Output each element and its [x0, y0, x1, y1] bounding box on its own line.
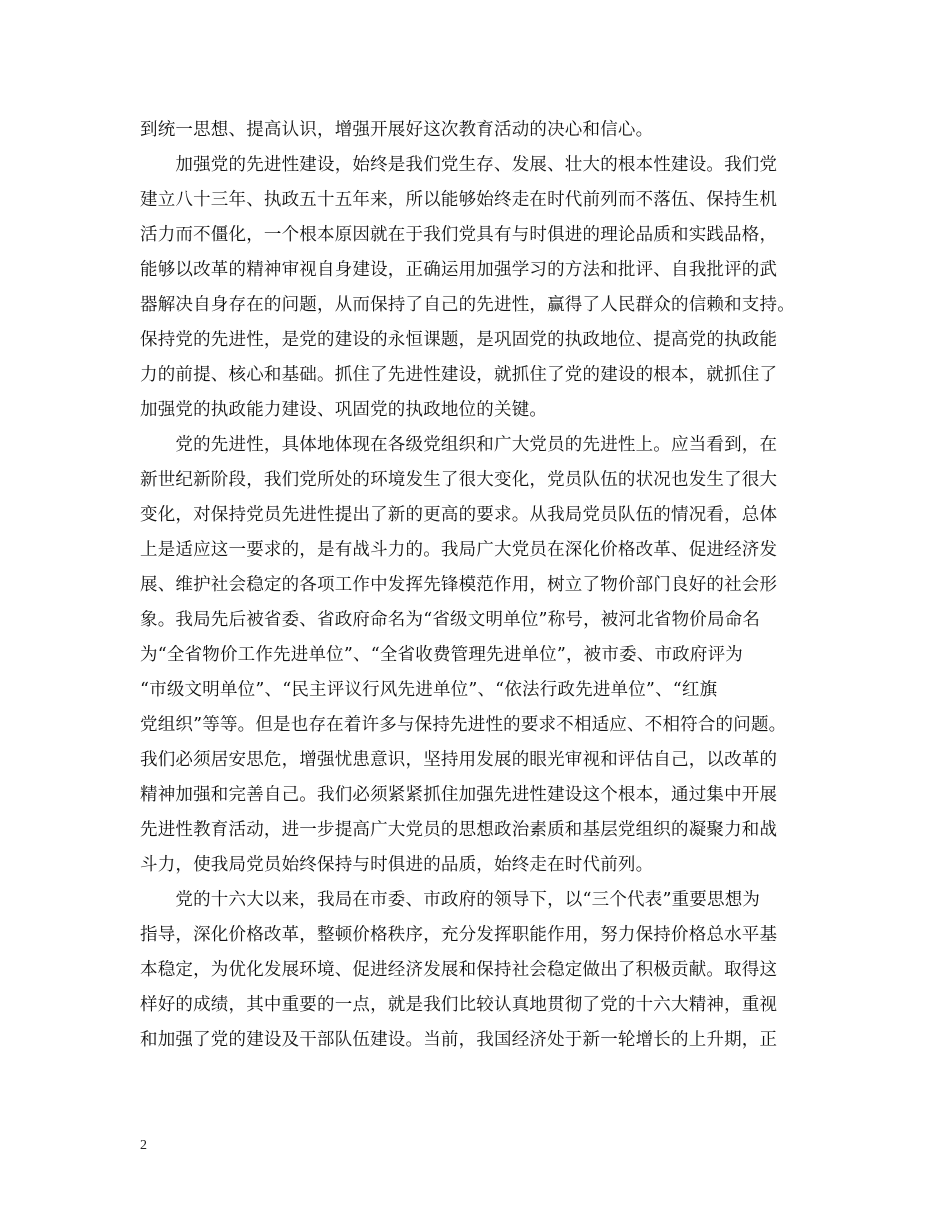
text-line: 和加强了党的建设及干部队伍建设。当前，我国经济处于新一轮增长的上升期，正: [140, 1030, 778, 1050]
text-line: 我们必须居安思危，增强忧患意识，坚持用发展的眼光审视和评估自己，以改革的: [140, 750, 778, 770]
text-line: 力的前提、核心和基础。抓住了先进性建设，就抓住了党的建设的根本，就抓住了: [140, 365, 778, 385]
text-line: 党组织”等等。但是也存在着许多与保持先进性的要求不相适应、不相符合的问题。: [140, 715, 787, 735]
text-line: 为“全省物价工作先进单位”、“全省收费管理先进单位”，被市委、市政府评为: [140, 645, 743, 665]
text-line: 加强党的执政能力建设、巩固党的执政地位的关键。: [140, 400, 548, 420]
text-line: 象。我局先后被省委、省政府命名为“省级文明单位”称号，被河北省物价局命名: [140, 610, 761, 630]
text-line: 指导，深化价格改革，整顿价格秩序，充分发挥职能作用，努力保持价格总水平基: [140, 925, 778, 945]
text-line: 展、维护社会稳定的各项工作中发挥先锋模范作用，树立了物价部门良好的社会形: [140, 575, 778, 595]
text-line: “市级文明单位”、“民主评议行风先进单位”、“依法行政先进单位”、“红旗: [140, 680, 718, 700]
text-line: 党的先进性，具体地体现在各级党组织和广大党员的先进性上。应当看到，在: [140, 435, 778, 455]
text-line: 建立八十三年、执政五十五年来，所以能够始终走在时代前列而不落伍、保持生机: [140, 190, 778, 210]
text-line: 到统一思想、提高认识，增强开展好这次教育活动的决心和信心。: [140, 120, 654, 140]
text-line: 样好的成绩，其中重要的一点，就是我们比较认真地贯彻了党的十六大精神，重视: [140, 995, 778, 1015]
text-line: 斗力，使我局党员始终保持与时俱进的品质，始终走在时代前列。: [140, 855, 654, 875]
text-line: 器解决自身存在的问题，从而保持了自己的先进性，赢得了人民群众的信赖和支持。: [140, 295, 795, 315]
text-line: 新世纪新阶段，我们党所处的环境发生了很大变化，党员队伍的状况也发生了很大: [140, 470, 778, 490]
text-line: 上是适应这一要求的，是有战斗力的。我局广大党员在深化价格改革、促进经济发: [140, 540, 778, 560]
text-line: 保持党的先进性，是党的建设的永恒课题，是巩固党的执政地位、提高党的执政能: [140, 330, 778, 350]
text-line: 变化，对保持党员先进性提出了新的更高的要求。从我局党员队伍的情况看，总体: [140, 505, 778, 525]
text-line: 先进性教育活动，进一步提高广大党员的思想政治素质和基层党组织的凝聚力和战: [140, 820, 778, 840]
text-line: 加强党的先进性建设，始终是我们党生存、发展、壮大的根本性建设。我们党: [140, 155, 778, 175]
text-line: 党的十六大以来，我局在市委、市政府的领导下，以“三个代表”重要思想为: [140, 890, 761, 910]
text-line: 能够以改革的精神审视自身建设，正确运用加强学习的方法和批评、自我批评的武: [140, 260, 778, 280]
page-number: 2: [140, 1138, 147, 1153]
text-line: 精神加强和完善自己。我们必须紧紧抓住加强先进性建设这个根本，通过集中开展: [140, 785, 778, 805]
text-line: 本稳定，为优化发展环境、促进经济发展和保持社会稳定做出了积极贡献。取得这: [140, 960, 778, 980]
text-line: 活力而不僵化，一个根本原因就在于我们党具有与时俱进的理论品质和实践品格，: [140, 225, 778, 245]
